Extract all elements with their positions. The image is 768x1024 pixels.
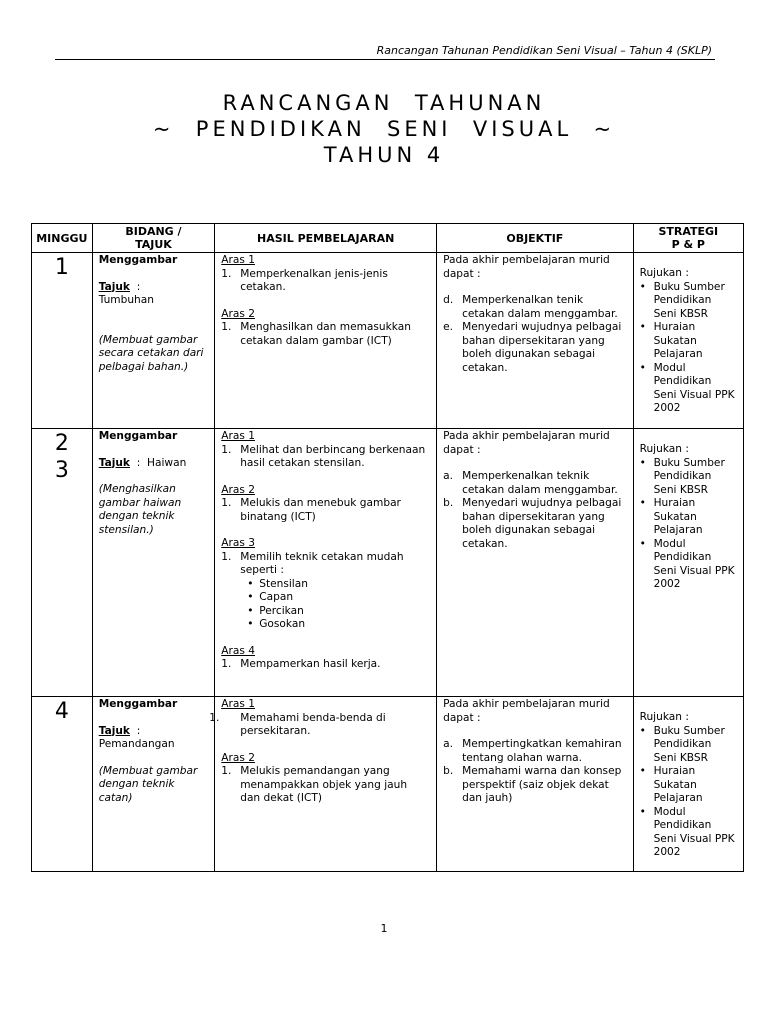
- week-cell: [32, 697, 93, 872]
- topic-value: Haiwan: [147, 456, 187, 469]
- topic-label: Tajuk: [98, 456, 130, 469]
- level-label: Aras 2: [221, 751, 255, 764]
- title-line-2: ~ PENDIDIKAN SENI VISUAL ~: [152, 117, 616, 141]
- week-number: 2: [54, 431, 69, 456]
- outcome-item: 1. Memahami benda-benda di persekitaran.: [209, 711, 386, 737]
- outcome-cell: [209, 697, 437, 872]
- level-label: Aras 1: [221, 698, 255, 710]
- header-field-l1: BIDANG /: [125, 225, 182, 238]
- table-header-row: [32, 224, 744, 253]
- strategy-item: • Modul Pendidikan Seni Visual PPK 2002: [639, 361, 735, 414]
- field-name: Menggambar: [98, 698, 178, 710]
- topic-label: Tajuk: [98, 280, 130, 293]
- bullet-icon: •: [639, 456, 646, 469]
- technique-item: • Stensilan: [247, 577, 308, 590]
- bullet-icon: •: [247, 604, 254, 617]
- strategy-label: Rujukan :: [639, 267, 689, 279]
- field-cell: [92, 429, 215, 697]
- bullet-icon: •: [247, 577, 254, 590]
- topic-colon: :: [136, 280, 141, 293]
- field-cell: [92, 253, 215, 429]
- outcome-item: 1. Mempamerkan hasil kerja.: [221, 658, 381, 670]
- header-week: MINGGU: [32, 224, 93, 253]
- level-label: Aras 2: [221, 483, 255, 496]
- topic-value: Tumbuhan: [98, 294, 154, 306]
- level-label: Aras 1: [221, 430, 255, 442]
- outcome-cell: [215, 253, 437, 429]
- topic-note: (Membuat gambar secara cetakan dari pelbagai bahan.): [98, 333, 204, 373]
- technique-item: • Capan: [247, 591, 294, 603]
- header-objective: OBJEKTIF: [437, 224, 633, 253]
- topic-label: Tajuk: [98, 724, 130, 737]
- strategy-item: • Modul Pendidikan Seni Visual PPK 2002: [639, 805, 735, 858]
- strategy-item: • Huraian Sukatan Pelajaran: [639, 765, 703, 804]
- document-title: [0, 90, 768, 168]
- strategy-item: • Buku Sumber Pendidikan Seni KBSR: [639, 724, 725, 764]
- objective-intro: Pada akhir pembelajaran murid dapat :: [443, 254, 610, 280]
- objective-item: d. Memperkenalkan tenik cetakan dalam menggambar.: [443, 294, 618, 320]
- topic-value: Pemandangan: [98, 738, 175, 750]
- bullet-icon: •: [639, 724, 646, 737]
- objective-item: a. Memperkenalkan teknik cetakan dalam menggambar.: [443, 470, 618, 496]
- level-label: Aras 3: [221, 537, 255, 549]
- bullet-icon: •: [639, 537, 646, 550]
- strategy-label: Rujukan :: [639, 443, 689, 455]
- outcome-item: 1. Melukis pemandangan yang menampakkan objek yang jauh dan dekat (ICT): [221, 765, 408, 804]
- objective-cell: [437, 253, 633, 429]
- objective-cell: [437, 697, 633, 872]
- strategy-item: • Modul Pendidikan Seni Visual PPK 2002: [639, 537, 735, 590]
- annual-plan-table: [31, 223, 744, 872]
- strategy-item: • Buku Sumber Pendidikan Seni KBSR: [639, 456, 725, 496]
- field-name: Menggambar: [98, 430, 178, 442]
- strategy-label: Rujukan :: [639, 711, 689, 723]
- level-label: Aras 2: [221, 307, 255, 320]
- header-rule: [55, 59, 715, 60]
- header-strategy-l1: STRATEGI: [658, 225, 719, 238]
- title-line-3: TAHUN 4: [323, 143, 445, 167]
- topic-line: [99, 457, 209, 471]
- table-row: [32, 429, 744, 697]
- outcome-item: 1. Menghasilkan dan memasukkan cetakan dalam gambar (ICT): [221, 321, 411, 347]
- topic-colon: :: [136, 456, 141, 469]
- strategy-cell: [633, 697, 743, 872]
- header-strategy-l2: P & P: [671, 238, 705, 251]
- bullet-icon: •: [639, 280, 646, 293]
- table-row: [32, 697, 744, 872]
- bullet-icon: •: [247, 618, 254, 630]
- running-header: Rancangan Tahunan Pendidikan Seni Visual – Tahun 4 (SKLP): [376, 44, 712, 57]
- strategy-cell: [633, 253, 743, 429]
- header-strategy: [633, 224, 743, 253]
- field-cell: [92, 697, 215, 872]
- outcome-item: 1. Melukis dan menebuk gambar binatang (ICT): [221, 497, 401, 523]
- table-row: [32, 253, 744, 429]
- topic-note: (Membuat gambar dengan teknik catan): [98, 764, 198, 804]
- outcome-item: 1. Memperkenalkan jenis-jenis cetakan.: [221, 267, 388, 293]
- week-number: 1: [54, 255, 69, 280]
- bullet-icon: •: [639, 361, 646, 374]
- objective-item: a. Mempertingkatkan kemahiran tentang olahan warna.: [443, 738, 622, 764]
- topic-note: (Menghasilkan gambar haiwan dengan teknik stensilan.): [98, 483, 182, 536]
- level-label: Aras 1: [221, 254, 255, 266]
- objective-item: b. Menyedari wujudnya pelbagai bahan dipersekitaran yang boleh digunakan sebagai cetakan.: [443, 497, 622, 550]
- level-label: Aras 4: [221, 644, 255, 657]
- bullet-icon: •: [639, 497, 646, 509]
- bullet-icon: •: [639, 321, 646, 333]
- week-number: 3: [54, 458, 69, 483]
- outcome-cell: [215, 429, 437, 697]
- bullet-icon: •: [639, 765, 646, 777]
- objective-item: b. Memahami warna dan konsep perspektif (saiz objek dekat dan jauh): [443, 765, 622, 804]
- strategy-item: • Huraian Sukatan Pelajaran: [639, 321, 703, 360]
- technique-item: • Gosokan: [247, 618, 306, 630]
- week-cell: [32, 429, 93, 697]
- week-cell: [32, 253, 93, 429]
- objective-intro: Pada akhir pembelajaran murid dapat :: [443, 430, 610, 456]
- bullet-icon: •: [639, 805, 646, 818]
- header-outcome: HASIL PEMBELAJARAN: [215, 224, 437, 253]
- strategy-cell: [633, 429, 743, 697]
- header-field: [92, 224, 215, 253]
- header-field-l2: TAJUK: [135, 238, 172, 251]
- topic-line: [99, 725, 209, 739]
- bullet-icon: •: [247, 591, 254, 603]
- topic-line: [99, 281, 209, 295]
- outcome-item: 1. Melihat dan berbincang berkenaan hasil cetakan stensilan.: [221, 443, 426, 469]
- page-number: 1: [380, 922, 388, 935]
- title-line-1: RANCANGAN TAHUNAN: [222, 91, 546, 115]
- objective-item: e. Menyedari wujudnya pelbagai bahan dipersekitaran yang boleh digunakan sebagai cetakan.: [443, 321, 622, 374]
- objective-cell: [437, 429, 633, 697]
- week-number: 4: [54, 699, 69, 724]
- objective-intro: Pada akhir pembelajaran murid dapat :: [443, 698, 610, 724]
- strategy-item: • Huraian Sukatan Pelajaran: [639, 497, 703, 536]
- outcome-item: 1. Memilih teknik cetakan mudah seperti :: [221, 550, 404, 576]
- topic-colon: :: [136, 724, 141, 737]
- strategy-item: • Buku Sumber Pendidikan Seni KBSR: [639, 280, 725, 320]
- technique-item: • Percikan: [247, 604, 304, 617]
- field-name: Menggambar: [98, 254, 178, 266]
